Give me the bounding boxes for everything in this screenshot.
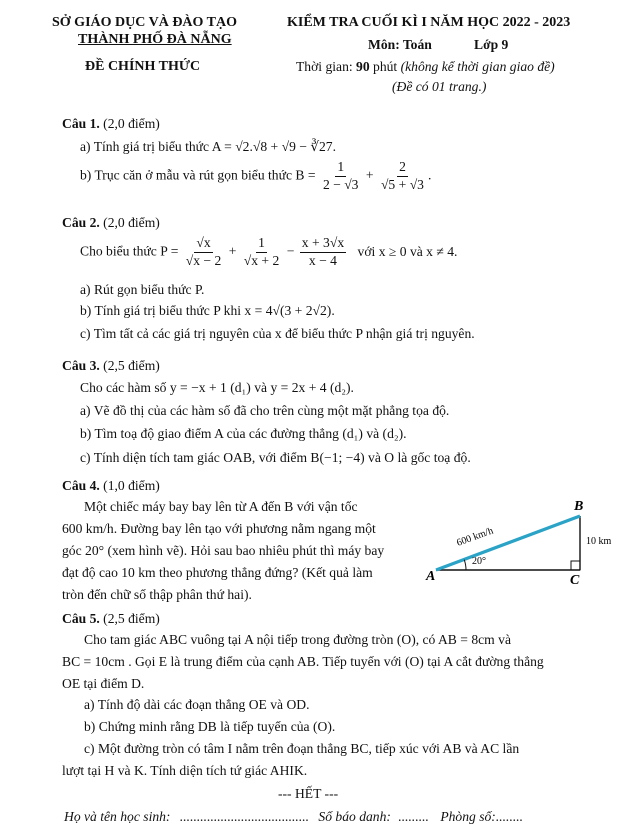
department-line-1: SỞ GIÁO DỤC VÀ ĐÀO TẠO — [52, 15, 238, 30]
q1-heading: Câu 1. (2,0 điểm) — [62, 116, 160, 131]
room-label: Phòng số: — [440, 809, 496, 824]
time-line: Thời gian: 90 phút (không kể thời gian giao đề) — [296, 59, 555, 74]
q3-heading: Câu 3. (2,5 điểm) — [62, 358, 160, 373]
q4-line-5: tròn đến chữ số thập phân thứ hai). — [62, 587, 252, 602]
speed-label: 600 km/h — [455, 525, 495, 549]
q3-intro: Cho các hàm số y = −x + 1 (d₁) và y = 2x + 4 (d₂). — [80, 380, 354, 395]
q4-line-3: góc 20° (xem hình vẽ). Hỏi sau bao nhiêu phút thì máy bay — [62, 543, 385, 558]
q5-line-3: OE tại điểm D. — [62, 676, 145, 691]
q2-part-b: b) Tính giá trị biểu thức P khi x = 4√(3 + 2√2). — [80, 303, 335, 318]
exam-title: KIỂM TRA CUỐI KÌ I NĂM HỌC 2022 - 2023 — [287, 15, 571, 30]
height-label: 10 km — [586, 536, 612, 547]
q2-fraction-2: $\frac{1}{√x + 2}$ — [243, 235, 280, 268]
q2-fraction-1: $\frac{√x}{√x - 2}$ — [185, 235, 222, 268]
angle-arc — [464, 560, 466, 570]
q1-part-a: a) Tính giá trị biểu thức A = √2.√8 + √9 − ∛27. — [80, 139, 336, 154]
q4-line-4: đạt độ cao 10 km theo phương thẳng đứng? (Kết quả làm — [62, 565, 373, 580]
q4-heading: Câu 4. (1,0 điểm) — [62, 478, 160, 493]
q3-part-c: c) Tính diện tích tam giác OAB, với điểm B(−1; −4) và O là gốc toạ độ. — [80, 450, 471, 465]
student-name-blank: ...................................... — [179, 809, 310, 824]
point-c-label: C — [570, 573, 580, 588]
q5-line-1: Cho tam giác ABC vuông tại A nội tiếp trong đường tròn (O), có AB = 8cm và — [84, 632, 511, 647]
q2-fraction-3: $\frac{x + 3√x}{x - 4}$ — [301, 235, 345, 268]
q2-heading: Câu 2. (2,0 điểm) — [62, 215, 160, 230]
subject-label: Môn: Toán — [368, 37, 432, 52]
q2-expression: Cho biểu thức P = $\frac{√x}{√x - 2}$ + $\frac{1}{√x + 2}$ − $\frac{x + 3√x}{x - 4}$ với x ≥ 0 và x ≠ 4. — [80, 235, 458, 268]
q1-b-fraction-2: $\frac{2}{√5 + √3}$ — [380, 159, 424, 192]
q1-part-b: b) Trục căn ở mẫu và rút gọn biểu thức B = $\frac{1}{2 - √3}$ + $\frac{2}{√5 + √3}$ . — [80, 159, 432, 192]
q5-line-2: BC = 10cm . Gọi E là trung điểm của cạnh AB. Tiếp tuyến với (O) tại A cắt đường thẳng — [62, 654, 544, 669]
official-label: ĐỀ CHÍNH THỨC — [85, 59, 201, 74]
right-angle-mark — [571, 561, 580, 570]
student-id-label: Số báo danh: — [318, 809, 391, 824]
point-a-label: A — [426, 569, 436, 584]
q4-line-2: 600 km/h. Đường bay lên tạo với phương nằm ngang một — [62, 521, 376, 536]
q5-part-a: a) Tính độ dài các đoạn thẳng OE và OD. — [84, 697, 310, 712]
footer-line — [64, 809, 523, 826]
q3-part-a: a) Vẽ đồ thị của các hàm số đã cho trên cùng một mặt phẳng tọa độ. — [80, 403, 450, 418]
q5-part-c-2: lượt tại H và K. Tính diện tích tứ giác AHIK. — [62, 763, 308, 778]
department-line-2: THÀNH PHỐ ĐÀ NẴNG — [78, 32, 232, 47]
q2-part-a: a) Rút gọn biểu thức P. — [80, 282, 205, 297]
q5-heading: Câu 5. (2,5 điểm) — [62, 611, 160, 626]
student-name-label: Họ và tên học sinh: — [64, 809, 171, 824]
angle-label: 20° — [472, 556, 486, 567]
q3-part-b: b) Tìm toạ độ giao điểm A của các đường thẳng (d₁) và (d₂). — [80, 426, 407, 441]
point-b-label: B — [574, 499, 584, 514]
q1-b-fraction-1: $\frac{1}{2 - √3}$ — [322, 159, 359, 192]
room-blank: ........ — [495, 809, 524, 824]
q5-part-c-1: c) Một đường tròn có tâm I nằm trên đoạn thẳng BC, tiếp xúc với AB và AC lần — [84, 741, 520, 756]
end-mark: --- HẾT --- — [278, 786, 339, 801]
pages-note: (Đề có 01 trang.) — [392, 79, 487, 94]
student-id-blank: ......... — [398, 809, 429, 824]
q5-part-b: b) Chứng minh rằng DB là tiếp tuyến của (O). — [84, 719, 336, 734]
q4-line-1: Một chiếc máy bay bay lên từ A đến B với vận tốc — [84, 499, 358, 514]
q2-part-c: c) Tìm tất cả các giá trị nguyên của x để biểu thức P nhận giá trị nguyên. — [80, 326, 475, 341]
airplane-triangle-figure — [418, 498, 618, 588]
grade-label: Lớp 9 — [474, 37, 509, 52]
